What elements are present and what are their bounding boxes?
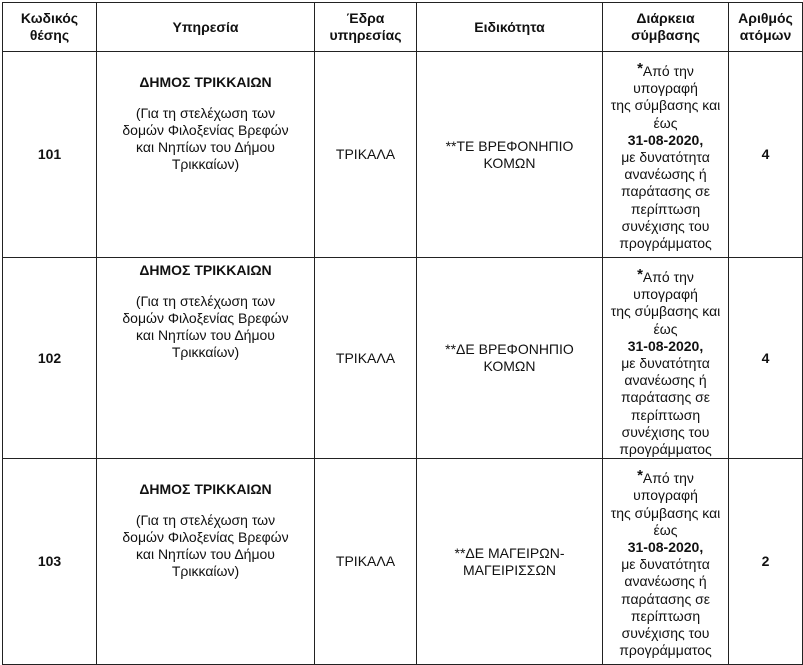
authority-desc-line: δομών Φιλοξενίας Βρεφών <box>122 310 289 326</box>
header-duration <box>603 3 729 52</box>
header-count-line2: ατόμων <box>739 27 792 43</box>
duration-text <box>607 60 724 252</box>
authority-desc-line: (Για τη στελέχωση των <box>135 105 276 121</box>
authority-desc <box>101 512 310 580</box>
authority-desc-line: Τρικκαίων) <box>171 344 240 360</box>
duration-line: ανανέωσης ή <box>624 573 707 590</box>
service-cell <box>97 258 315 459</box>
table-row <box>3 258 803 459</box>
header-seat <box>315 3 417 52</box>
duration-line: παράτασης σε <box>621 590 710 607</box>
header-service <box>97 3 315 52</box>
duration-line: περίπτωση <box>630 607 701 624</box>
position-code: 103 <box>3 459 97 665</box>
header-count-line1: Αριθμός <box>738 10 793 26</box>
header-duration-line1: Διάρκεια <box>636 10 695 26</box>
duration-line: προγράμματος <box>619 441 712 458</box>
duration-line: παράτασης σε <box>621 183 710 200</box>
authority-desc-line: (Για τη στελέχωση των <box>135 512 276 529</box>
positions-count: 4 <box>729 52 803 258</box>
positions-table <box>2 2 803 665</box>
authority-desc-line: δομών Φιλοξενίας Βρεφών <box>122 529 289 546</box>
header-service-label: Υπηρεσία <box>172 18 239 35</box>
header-code-line1: Κωδικός <box>20 10 79 26</box>
duration-line: συνέχισης του <box>621 625 710 642</box>
duration-text <box>607 467 724 659</box>
duration-text <box>607 266 724 458</box>
duration-line: με δυνατότητα <box>621 355 710 372</box>
specialty-cell <box>417 459 603 665</box>
duration-line: της σύμβασης και <box>610 303 721 320</box>
duration-end-date: 31-08-2020, <box>627 337 704 354</box>
service-cell <box>97 52 315 258</box>
duration-line: Από την υπογραφή <box>633 63 698 97</box>
authority-name: ΔΗΜΟΣ ΤΡΙΚΚΑΙΩΝ <box>139 74 272 90</box>
duration-line: παράτασης σε <box>621 389 710 406</box>
authority-name: ΔΗΜΟΣ ΤΡΙΚΚΑΙΩΝ <box>139 262 272 278</box>
specialty-cell <box>417 258 603 459</box>
duration-line: Από την υπογραφή <box>633 269 698 303</box>
footnote-star: * <box>637 266 643 283</box>
duration-line: έως <box>653 114 678 131</box>
duration-line: συνέχισης του <box>621 217 710 234</box>
authority-name: ΔΗΜΟΣ ΤΡΙΚΚΑΙΩΝ <box>139 481 272 498</box>
positions-count: 4 <box>729 258 803 459</box>
duration-line: περίπτωση <box>630 200 701 217</box>
specialty-line: ΚΟΜΩΝ <box>483 154 536 171</box>
duration-line: της σύμβασης και <box>610 97 721 114</box>
authority-desc-line: και Νηπίων του Δήμου <box>136 327 275 343</box>
specialty-cell <box>417 52 603 258</box>
duration-line: έως <box>653 320 678 337</box>
header-code <box>3 3 97 52</box>
header-seat-line2: υπηρεσίας <box>329 27 402 43</box>
seat-cell: ΤΡΙΚΑΛΑ <box>315 459 417 665</box>
positions-count: 2 <box>729 459 803 665</box>
duration-line: με δυνατότητα <box>621 556 710 573</box>
footnote-star: * <box>637 467 643 485</box>
specialty-line: **ΤΕ ΒΡΕΦΟΝΗΠΙΟ <box>445 137 574 154</box>
specialty-line: ΚΟΜΩΝ <box>483 358 536 375</box>
duration-line: ανανέωσης ή <box>624 372 707 389</box>
position-code: 101 <box>3 52 97 258</box>
duration-line: με δυνατότητα <box>621 149 710 166</box>
position-code: 102 <box>3 258 97 459</box>
seat-cell: ΤΡΙΚΑΛΑ <box>315 52 417 258</box>
authority-desc-line: Τρικκαίων) <box>171 156 240 172</box>
duration-line: περίπτωση <box>630 406 701 423</box>
authority-desc-line: δομών Φιλοξενίας Βρεφών <box>122 122 289 138</box>
table-row <box>3 52 803 258</box>
header-row <box>3 3 803 52</box>
header-count <box>729 3 803 52</box>
table-row <box>3 459 803 665</box>
duration-cell <box>603 258 729 459</box>
duration-line: ανανέωσης ή <box>624 166 707 183</box>
service-cell <box>97 459 315 665</box>
authority-desc-line: Τρικκαίων) <box>171 563 240 580</box>
specialty-line: ΜΑΓΕΙΡΙΣΣΩΝ <box>462 561 557 578</box>
header-seat-line1: Έδρα <box>346 10 385 26</box>
duration-cell <box>603 52 729 258</box>
header-specialty <box>417 3 603 52</box>
header-specialty-label: Ειδικότητα <box>474 18 545 35</box>
duration-line: της σύμβασης και <box>610 504 721 521</box>
duration-line: προγράμματος <box>619 642 712 659</box>
authority-desc <box>101 293 310 361</box>
duration-cell <box>603 459 729 665</box>
header-duration-line2: σύμβασης <box>631 27 700 43</box>
footnote-star: * <box>637 60 643 77</box>
duration-line: συνέχισης του <box>621 423 710 440</box>
duration-line: προγράμματος <box>619 235 712 252</box>
duration-line: Από την υπογραφή <box>633 470 698 504</box>
authority-desc <box>101 105 310 173</box>
duration-end-date: 31-08-2020, <box>627 539 704 556</box>
authority-desc-line: (Για τη στελέχωση των <box>135 293 276 309</box>
specialty-line: **ΔΕ ΒΡΕΦΟΝΗΠΙΟ <box>445 341 574 358</box>
specialty-line: **ΔΕ ΜΑΓΕΙΡΩΝ- <box>454 544 565 561</box>
duration-end-date: 31-08-2020, <box>627 131 704 148</box>
authority-desc-line: και Νηπίων του Δήμου <box>136 139 275 155</box>
duration-line: έως <box>653 521 678 538</box>
header-code-line2: θέσης <box>29 27 70 43</box>
authority-desc-line: και Νηπίων του Δήμου <box>136 546 275 563</box>
seat-cell: ΤΡΙΚΑΛΑ <box>315 258 417 459</box>
